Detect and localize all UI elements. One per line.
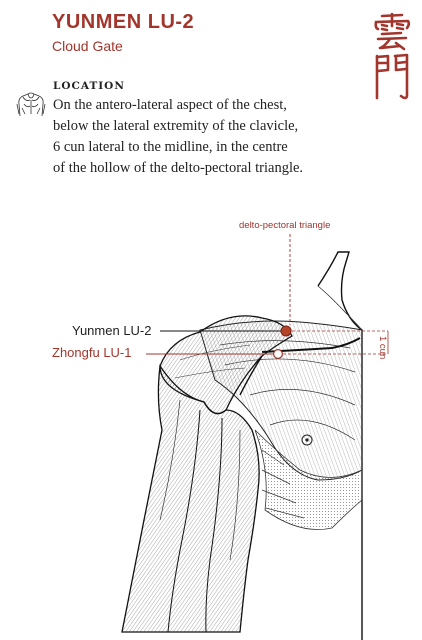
location-line: below the lateral extremity of the clavicle,: [53, 118, 299, 134]
location-line: 6 cun lateral to the midline, in the centre: [53, 139, 288, 155]
location-line: of the hollow of the delto-pectoral triangle.: [53, 160, 304, 176]
lu2-point-marker: [281, 326, 291, 336]
page-subtitle: Cloud Gate: [52, 38, 123, 54]
lu1-label: Zhongfu LU-1: [52, 345, 132, 360]
cun-measure-label: 1 cun: [377, 336, 388, 360]
lu1-point-marker: [274, 350, 283, 359]
triangle-label: delto-pectoral triangle: [239, 220, 331, 231]
location-line: On the antero-lateral aspect of the chest,: [53, 97, 287, 113]
lu2-label: Yunmen LU-2: [72, 323, 152, 338]
page-title: YUNMEN LU-2: [52, 11, 195, 33]
location-heading: LOCATION: [53, 80, 125, 92]
